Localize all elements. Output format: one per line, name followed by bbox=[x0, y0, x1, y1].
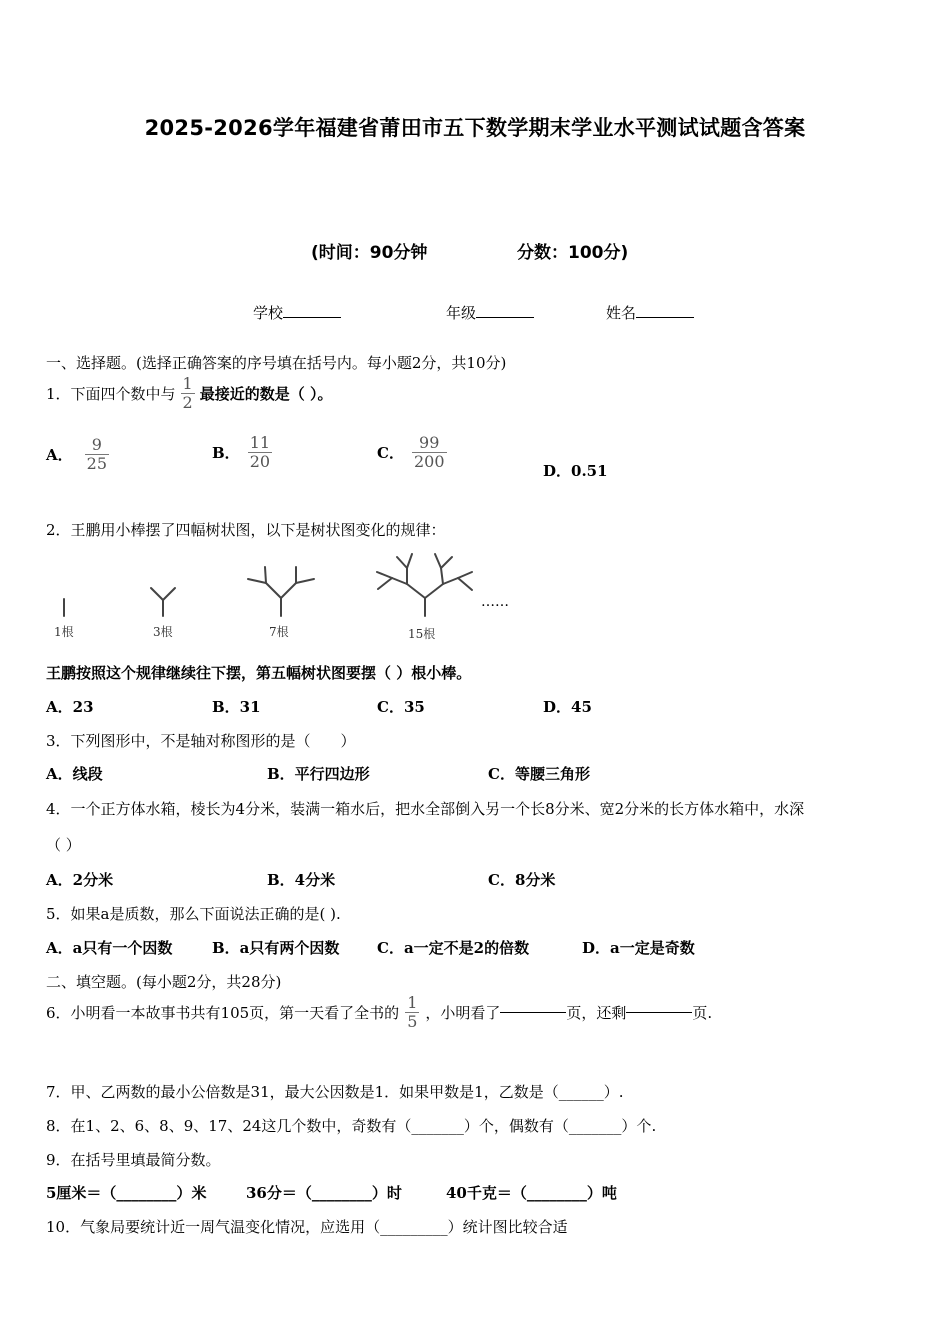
tree-diagram-figure bbox=[40, 548, 540, 648]
q1-fraction bbox=[181, 375, 195, 413]
grade-blank bbox=[476, 317, 534, 318]
name-blank bbox=[636, 317, 694, 318]
question-9: 9．在括号里填最简分数。 bbox=[46, 1151, 221, 1169]
q4-option-a: A．2分米 bbox=[46, 871, 114, 889]
grade-label: 年级 bbox=[446, 304, 477, 322]
name-field bbox=[606, 302, 694, 323]
q9-part-1: 5厘米＝（________）米 bbox=[46, 1184, 207, 1202]
q1-frac-den: 2 bbox=[182, 393, 193, 413]
q2-option-a: A．23 bbox=[46, 698, 94, 716]
question-5: 5．如果a是质数，那么下面说法正确的是( ). bbox=[46, 905, 341, 923]
q2-question: 王鹏按照这个规律继续往下摆，第五幅树状图要摆（ ）根小棒。 bbox=[46, 664, 472, 682]
q1-c-fraction bbox=[412, 434, 447, 472]
q1-a-den: 25 bbox=[86, 454, 107, 474]
q1-option-c bbox=[377, 434, 447, 472]
q6-suffix: 页. bbox=[692, 1004, 713, 1023]
q1-b-den: 20 bbox=[249, 452, 271, 472]
q5-option-b: B．a只有两个因数 bbox=[212, 939, 340, 957]
question-2: 2．王鹏用小棒摆了四幅树状图，以下是树状图变化的规律： bbox=[46, 521, 446, 539]
q1-b-num: 11 bbox=[249, 433, 271, 452]
q1-c-label: C． bbox=[377, 444, 404, 463]
q5-option-d: D．a一定是奇数 bbox=[582, 939, 695, 957]
school-blank bbox=[283, 317, 341, 318]
q9-part-2: 36分＝（________）时 bbox=[246, 1184, 402, 1202]
question-8: 8．在1、2、6、8、9、17、24这几个数中，奇数有（_______）个，偶数有（_______）个. bbox=[46, 1117, 657, 1135]
q3-option-a: A．线段 bbox=[46, 765, 103, 783]
tree-3 bbox=[248, 567, 314, 616]
question-6 bbox=[46, 994, 712, 1032]
q5-option-a: A．a只有一个因数 bbox=[46, 939, 173, 957]
tree-4-label: 15根 bbox=[408, 627, 436, 641]
tree-4 bbox=[377, 554, 472, 616]
question-3: 3．下列图形中，不是轴对称图形的是（ ） bbox=[46, 732, 356, 750]
q3-option-c: C．等腰三角形 bbox=[488, 765, 590, 783]
q5-option-c: C．a一定不是2的倍数 bbox=[377, 939, 530, 957]
q1-b-fraction bbox=[248, 434, 272, 472]
q1-c-num: 99 bbox=[419, 433, 440, 452]
question-10: 10．气象局要统计近一周气温变化情况，应选用（_________）统计图比较合适 bbox=[46, 1218, 568, 1236]
q4-option-c: C．8分米 bbox=[488, 871, 556, 889]
q3-option-b: B．平行四边形 bbox=[267, 765, 370, 783]
q2-option-b: B．31 bbox=[212, 698, 261, 716]
q6-prefix: 6．小明看一本故事书共有105页，第一天看了全书的 bbox=[46, 1004, 400, 1023]
q1-a-label: A． bbox=[46, 446, 73, 465]
q6-mid2: 页，还剩 bbox=[566, 1004, 627, 1023]
q9-part-3: 40千克＝（________）吨 bbox=[446, 1184, 617, 1202]
q6-frac-den: 5 bbox=[407, 1012, 418, 1032]
exam-score: 分数：100分) bbox=[517, 243, 629, 263]
school-label: 学校 bbox=[253, 304, 284, 322]
exam-time: (时间：90分钟 bbox=[311, 243, 428, 263]
q1-option-b bbox=[212, 434, 272, 472]
name-label: 姓名 bbox=[606, 304, 637, 322]
q6-frac-num: 1 bbox=[407, 993, 418, 1012]
grade-field bbox=[446, 302, 534, 323]
q1-a-fraction bbox=[85, 436, 109, 474]
section-1-heading: 一、选择题。(选择正确答案的序号填在括号内。每小题2分，共10分) bbox=[46, 354, 507, 372]
page-title: 2025-2026学年福建省莆田市五下数学期末学业水平测试试题含答案 bbox=[144, 116, 806, 140]
q1-prefix: 1．下面四个数中与 bbox=[46, 385, 176, 404]
q4-option-b: B．4分米 bbox=[267, 871, 336, 889]
q1-c-den: 200 bbox=[413, 452, 445, 472]
section-2-heading: 二、填空题。(每小题2分，共28分) bbox=[46, 973, 282, 991]
question-4-blank: （ ） bbox=[46, 836, 81, 854]
q2-option-c: C．35 bbox=[377, 698, 425, 716]
question-1 bbox=[46, 375, 332, 413]
q6-mid: ，小明看了 bbox=[425, 1004, 501, 1023]
tree-ellipsis: …… bbox=[481, 594, 509, 610]
tree-2 bbox=[151, 588, 175, 616]
q1-frac-num: 1 bbox=[182, 374, 193, 393]
q1-suffix: 最接近的数是（ ）。 bbox=[199, 385, 333, 404]
school-field bbox=[253, 302, 341, 323]
q2-option-d: D．45 bbox=[543, 698, 592, 716]
q1-b-label: B． bbox=[212, 444, 240, 463]
q6-blank-1 bbox=[500, 1012, 566, 1013]
q6-blank-2 bbox=[626, 1012, 692, 1013]
question-4: 4．一个正方体水箱，棱长为4分米，装满一箱水后，把水全部倒入另一个长8分米、宽2分米的长方体水箱中，水深 bbox=[46, 800, 805, 818]
q6-fraction bbox=[405, 994, 419, 1032]
q1-option-a bbox=[46, 436, 109, 474]
tree-1-label: 1根 bbox=[54, 625, 74, 639]
question-7: 7．甲、乙两数的最小公倍数是31，最大公因数是1．如果甲数是1，乙数是（______）. bbox=[46, 1083, 624, 1101]
tree-3-label: 7根 bbox=[269, 625, 289, 639]
tree-2-label: 3根 bbox=[153, 625, 173, 639]
q1-a-num: 9 bbox=[91, 435, 102, 454]
q1-option-d: D．0.51 bbox=[543, 462, 608, 480]
